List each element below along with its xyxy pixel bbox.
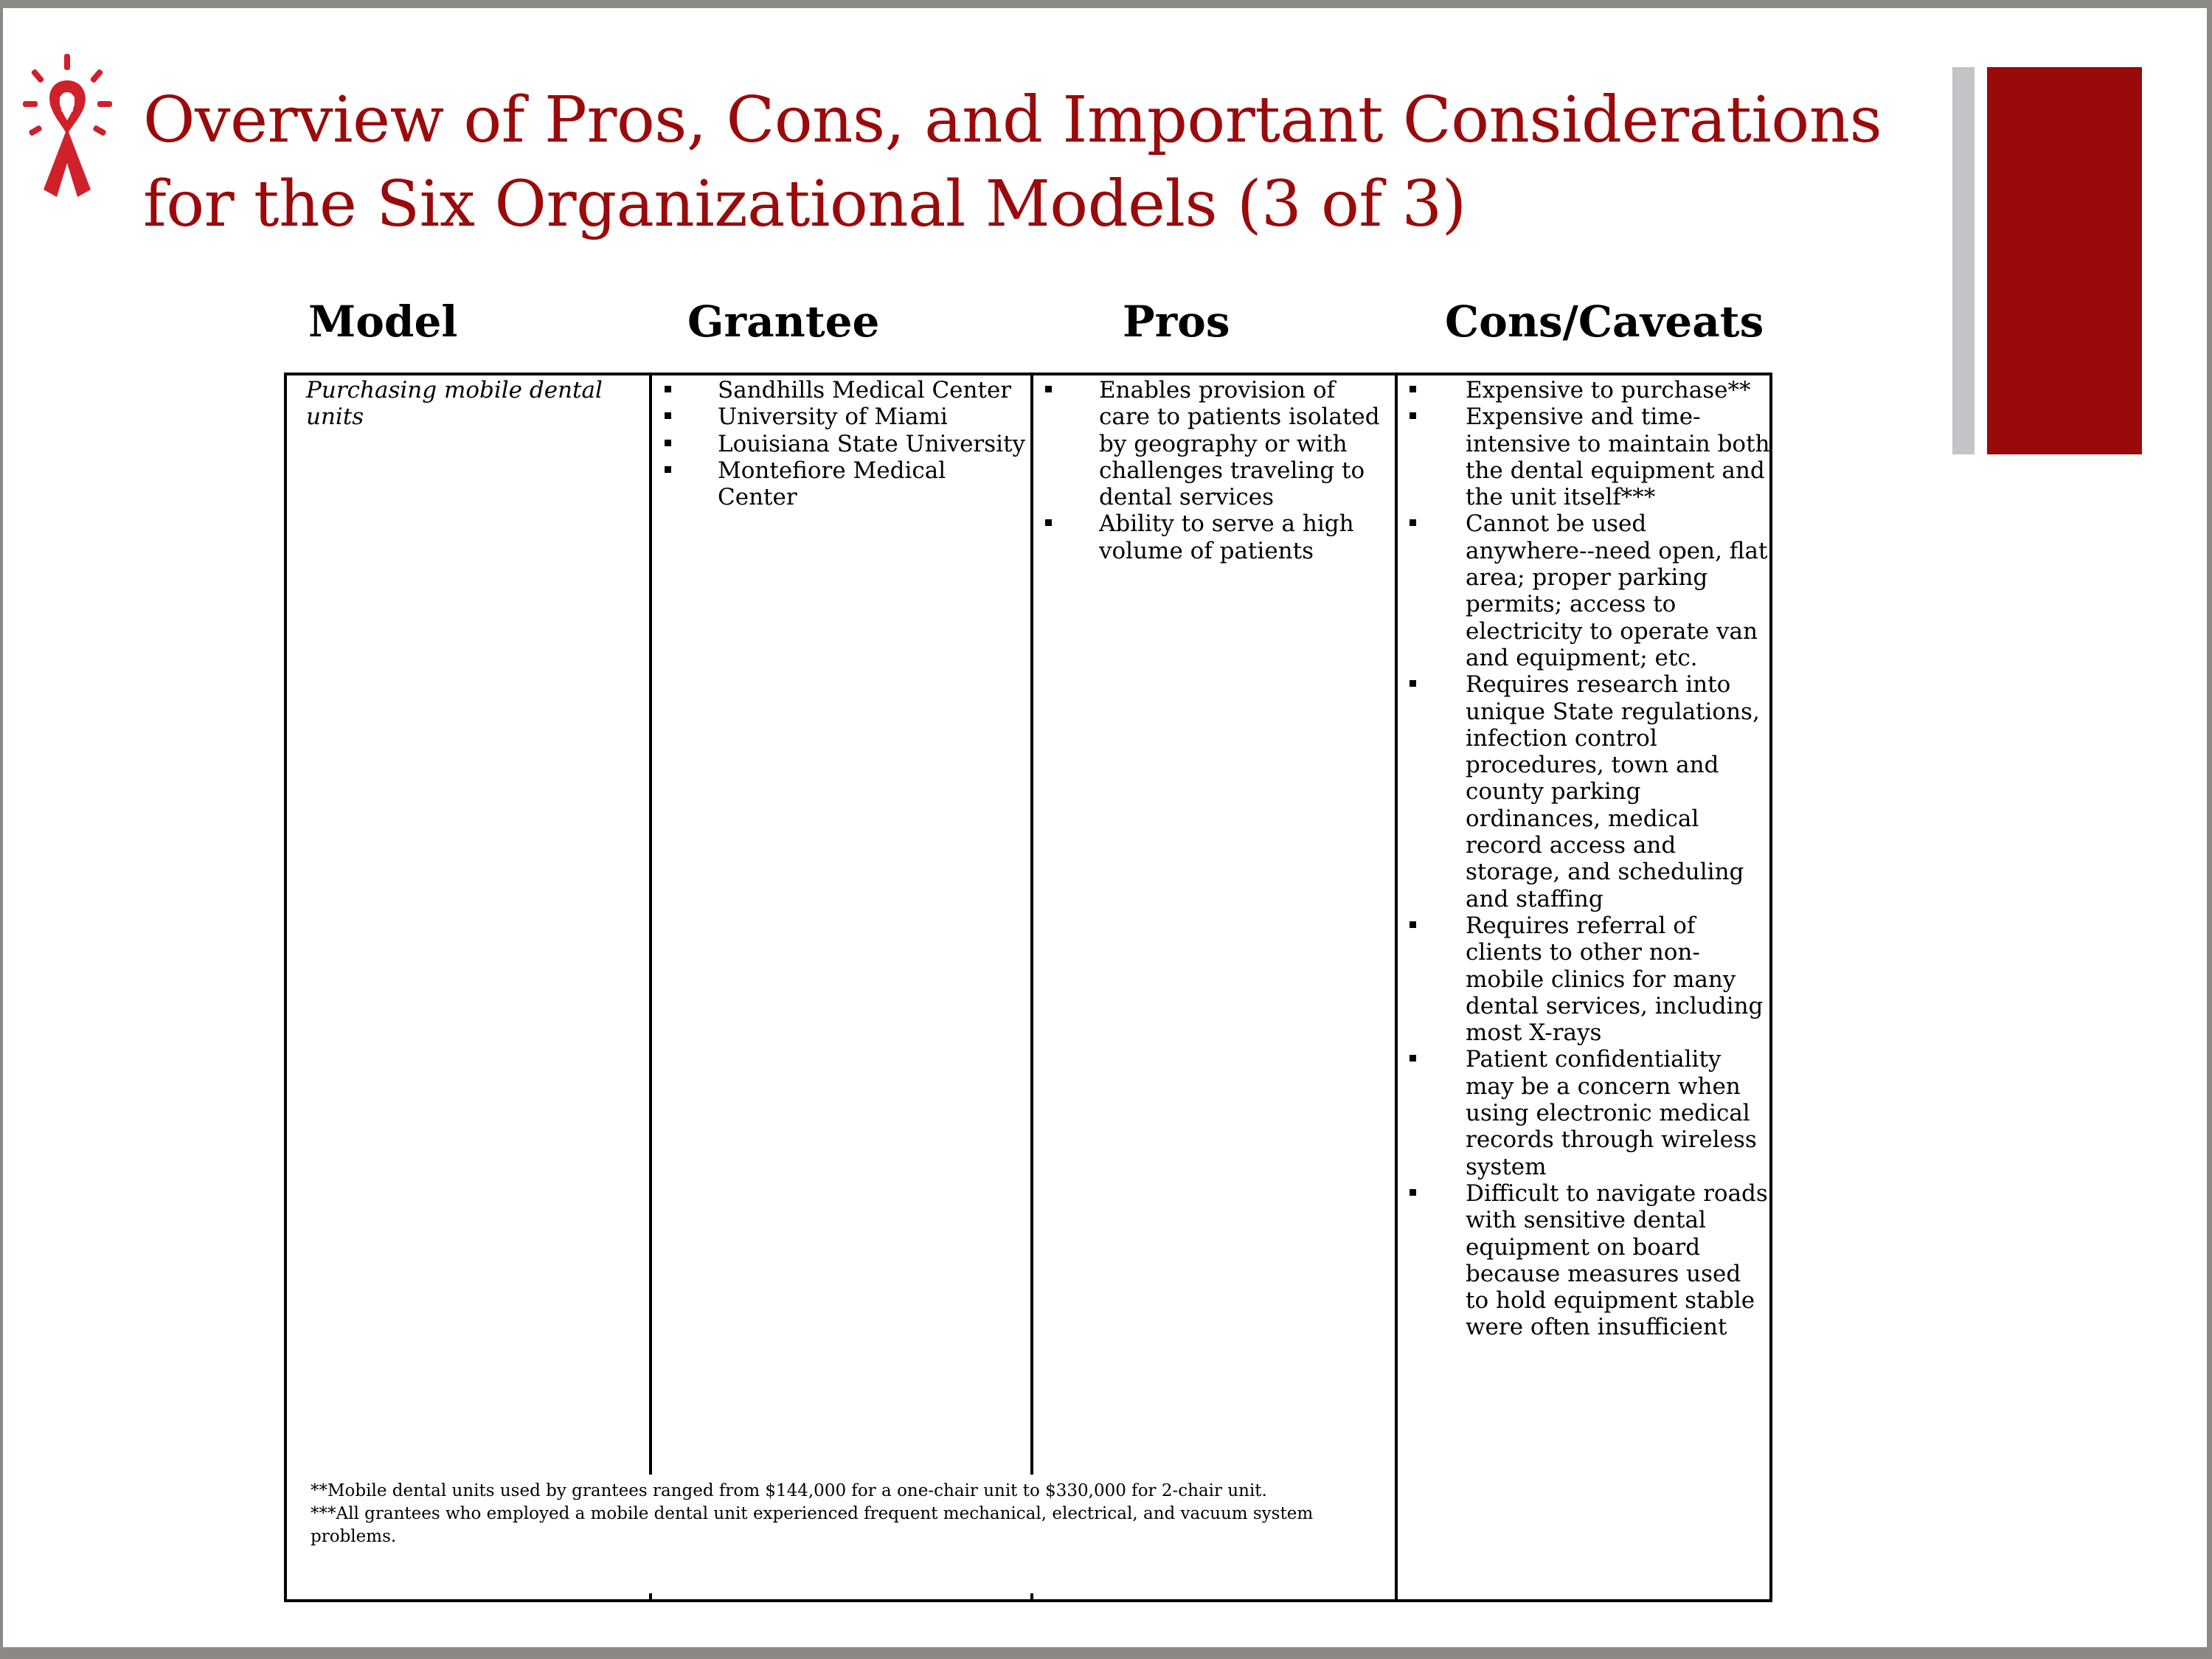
column-divider	[1395, 375, 1398, 1602]
grantee-list	[665, 377, 1026, 510]
column-divider-tick	[1030, 1593, 1033, 1602]
list-item: Difficult to navigate roads with sensitive dental equipment on board because measures used to hold equipment stable were often insufficient	[1410, 1180, 1771, 1341]
header-model: Model	[308, 297, 458, 347]
cons-list	[1410, 377, 1771, 1341]
header-cons: Cons/Caveats	[1445, 297, 1764, 347]
list-item: Expensive and time-intensive to maintain both the dental equipment and the unit itself***	[1410, 404, 1771, 510]
slide-title	[143, 78, 1913, 246]
title-line-2: for the Six Organizational Models (3 of 3)	[143, 167, 1466, 241]
models-table	[284, 373, 1772, 1602]
column-divider-tick	[649, 1593, 652, 1602]
list-item: Patient confidentiality may be a concern when using electronic medical records through wireless system	[1410, 1046, 1771, 1180]
list-item: Ability to serve a high volume of patients	[1045, 510, 1392, 564]
column-divider	[1030, 375, 1033, 1475]
list-item: Sandhills Medical Center	[665, 377, 1026, 404]
header-pros: Pros	[1123, 297, 1230, 347]
list-item: Cannot be used anywhere--need open, flat area; proper parking permits; access to electricity to operate van and equipment; etc.	[1410, 510, 1771, 671]
list-item: Enables provision of care to patients isolated by geography or with challenges traveling to dental services	[1045, 377, 1392, 510]
list-item: Montefiore Medical Center	[665, 457, 1026, 511]
model-cell: Purchasing mobile dental units	[306, 377, 603, 431]
list-item: Louisiana State University	[665, 431, 1026, 457]
decorative-gray-bar	[1952, 67, 1974, 454]
list-item: Expensive to purchase**	[1410, 377, 1771, 404]
slide	[3, 8, 2207, 1647]
pros-list	[1045, 377, 1392, 564]
footnote-problems: ***All grantees who employed a mobile dental unit experienced frequent mechanical, electrical, and vacuum system problems.	[311, 1504, 1314, 1546]
footnotes	[311, 1480, 1373, 1548]
footnote-cost: **Mobile dental units used by grantees ranged from $144,000 for a one-chair unit to $330,000 for 2-chair unit.	[311, 1481, 1267, 1500]
list-item: Requires referral of clients to other non-mobile clinics for many dental services, including most X-rays	[1410, 912, 1771, 1046]
list-item: Requires research into unique State regulations, infection control procedures, town and county parking ordinances, medical record access and storage, and scheduling and staffing	[1410, 671, 1771, 912]
list-item: University of Miami	[665, 404, 1026, 430]
column-divider	[649, 375, 652, 1475]
title-line-1: Overview of Pros, Cons, and Important Considerations	[143, 83, 1882, 157]
header-grantee: Grantee	[687, 297, 880, 347]
red-ribbon-lightbulb-icon	[21, 52, 114, 200]
decorative-red-bar	[1987, 67, 2142, 454]
